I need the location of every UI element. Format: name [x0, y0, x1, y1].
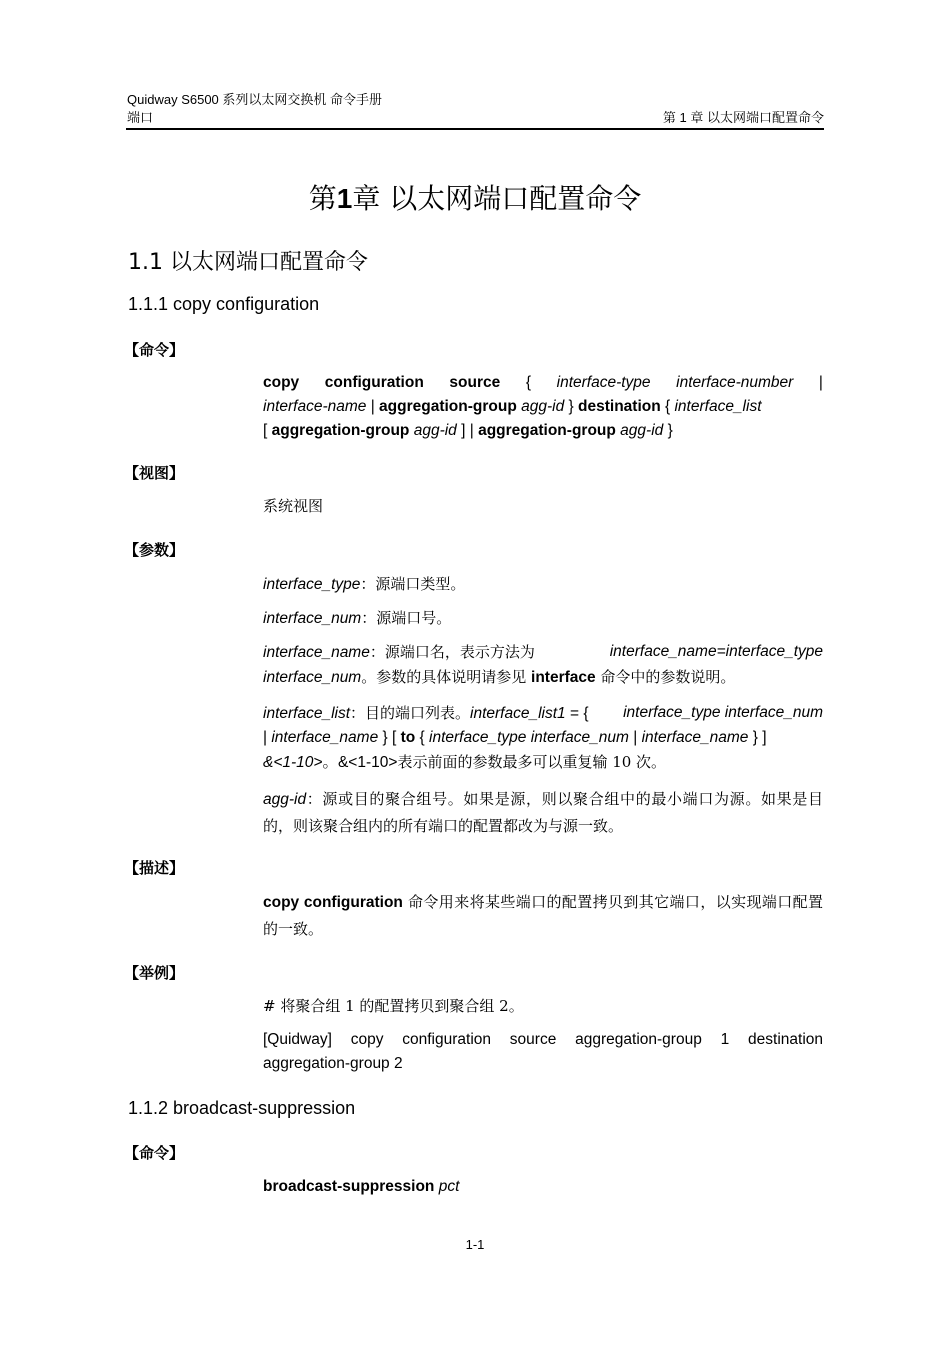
example-label: 【举例】 — [124, 964, 185, 982]
header-title: Quidway S6500 系列以太网交换机 命令手册 — [127, 92, 383, 107]
description-label: 【描述】 — [124, 859, 185, 877]
subsection-heading-copy-configuration: 1.1.1 copy configuration — [128, 294, 320, 314]
view-text: 系统视图 — [263, 497, 324, 515]
view-label: 【视图】 — [124, 464, 185, 482]
param-agg-id: agg-id：源或目的聚合组号。如果是源，则以聚合组中的最小端口为源。如果是目的，则该聚合组内的所有端口的配置都改为与源一致。 — [263, 790, 823, 835]
header-chapter: 第 1 章 以太网端口配置命令 — [662, 110, 824, 125]
params-label: 【参数】 — [124, 541, 185, 559]
page-number: 1-1 — [465, 1237, 485, 1252]
param-interface-type: interface_type：源端口类型。 — [263, 575, 466, 593]
command-label-2: 【命令】 — [124, 1144, 185, 1162]
chapter-title: 第1章 以太网端口配置命令 — [308, 182, 642, 215]
param-interface-num: interface_num：源端口号。 — [263, 609, 452, 627]
header-section: 端口 — [127, 110, 154, 125]
param-interface-name: interface_name：源端口名，表示方法为 interface_name=interface_type interface_num。参数的具体说明请参见 interface 命令中的参数说明。 — [263, 643, 823, 686]
header-rule — [126, 128, 824, 130]
command-label: 【命令】 — [124, 341, 185, 359]
description-text: copy configuration 命令用来将某些端口的配置拷贝到其它端口，以实现端口配置的一致。 — [263, 893, 823, 938]
example-code: [Quidway] copy configuration source aggregation-group 1 destination aggregation-group 2 — [263, 1031, 823, 1072]
subsection-heading-broadcast-suppression: 1.1.2 broadcast-suppression — [128, 1098, 356, 1118]
example-comment: # 将聚合组 1 的配置拷贝到聚合组 2。 — [263, 997, 524, 1015]
command-syntax: copy configuration source { interface-type interface-number | interface-name | aggregation-group agg-id } destination { interface_list [ aggregation-group agg-id ] | aggregation-group agg-id } — [263, 374, 823, 439]
section-heading: 1.1 以太网端口配置命令 — [128, 250, 368, 275]
param-interface-list: interface_list：目的端口列表。interface_list1 = { interface_type interface_num | interface_name } [ to { interface_type interface_num | interface_name } ] &<1-10>。&<1-10>表示前面的参数最多可以重复输 10 次。 — [263, 704, 823, 771]
command-syntax-2: broadcast-suppression pct — [263, 1178, 460, 1195]
